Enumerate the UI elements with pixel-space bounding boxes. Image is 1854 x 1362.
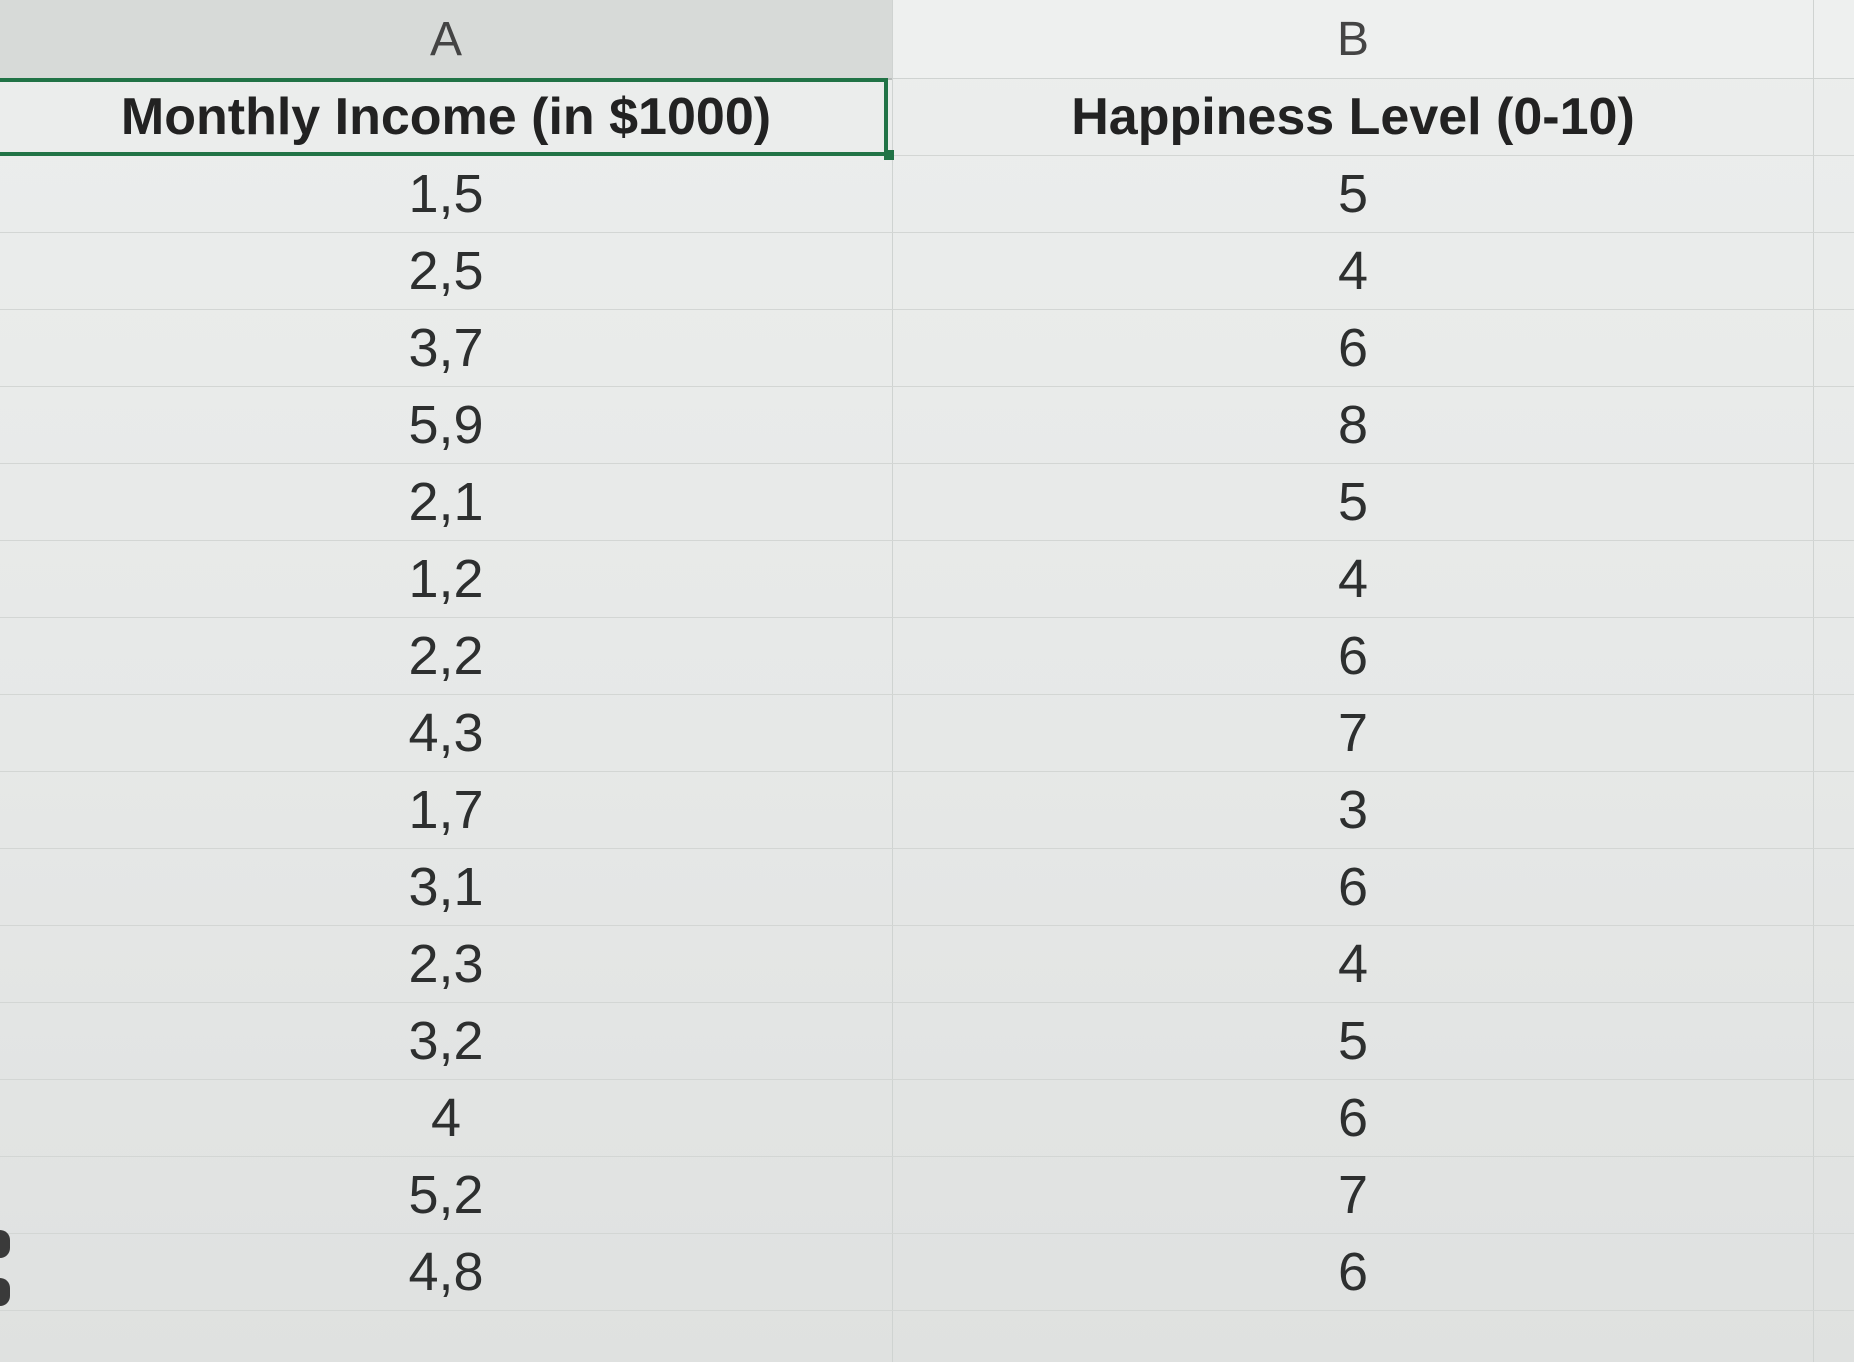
income-cell[interactable]: 4,3 [408,702,484,763]
income-cell[interactable]: 4 [430,1087,462,1148]
happiness-cell[interactable]: 8 [1337,394,1369,455]
happiness-cell[interactable]: 6 [1337,1241,1369,1302]
happiness-cell[interactable]: 7 [1337,702,1369,763]
happiness-cell[interactable]: 5 [1337,471,1369,532]
happiness-cell[interactable]: 6 [1337,1087,1369,1148]
fill-handle[interactable] [884,150,894,160]
header-cell-happiness-level[interactable]: Happiness Level (0-10) [1071,87,1635,146]
row-gridline [0,694,1854,695]
happiness-cell[interactable]: 7 [1337,1164,1369,1225]
income-cell[interactable]: 3,2 [408,1010,484,1071]
income-cell[interactable]: 4,8 [408,1241,484,1302]
row-gridline [0,1002,1854,1003]
income-cell[interactable]: 1,7 [408,779,484,840]
income-cell[interactable]: 2,3 [408,933,484,994]
income-cell[interactable]: 5,9 [408,394,484,455]
row-gridline [0,1310,1854,1311]
row-gridline [0,309,1854,310]
row-gridline [0,386,1854,387]
column-header-b[interactable]: B [893,0,1813,79]
happiness-cell[interactable]: 4 [1337,548,1369,609]
row-gridline [0,1156,1854,1157]
row-gridline [0,1233,1854,1234]
income-cell[interactable]: 2,5 [408,240,484,301]
happiness-cell[interactable]: 6 [1337,856,1369,917]
happiness-cell[interactable]: 5 [1337,163,1369,224]
row-header-fragment [0,1230,10,1258]
income-cell[interactable]: 2,2 [408,625,484,686]
column-header-a[interactable]: A [0,0,892,80]
row-gridline [0,1079,1854,1080]
row-gridline [0,540,1854,541]
row-gridline [0,617,1854,618]
income-cell[interactable]: 3,7 [408,317,484,378]
active-cell-border [0,78,888,156]
row-gridline [0,771,1854,772]
happiness-cell[interactable]: 6 [1337,625,1369,686]
column-divider [1813,0,1814,1362]
row-header-fragment [0,1278,10,1306]
happiness-cell[interactable]: 6 [1337,317,1369,378]
row-gridline [0,848,1854,849]
income-cell[interactable]: 2,1 [408,471,484,532]
row-header-edge [0,1230,14,1360]
happiness-cell[interactable]: 5 [1337,1010,1369,1071]
income-cell[interactable]: 3,1 [408,856,484,917]
column-header-c[interactable] [1814,0,1854,79]
income-cell[interactable]: 1,2 [408,548,484,609]
happiness-cell[interactable]: 4 [1337,933,1369,994]
row-gridline [0,232,1854,233]
income-cell[interactable]: 5,2 [408,1164,484,1225]
happiness-cell[interactable]: 4 [1337,240,1369,301]
row-gridline [0,463,1854,464]
header-cell-monthly-income[interactable]: Monthly Income (in $1000) [120,87,772,146]
happiness-cell[interactable]: 3 [1337,779,1369,840]
row-gridline [0,925,1854,926]
income-cell[interactable]: 1,5 [408,163,484,224]
